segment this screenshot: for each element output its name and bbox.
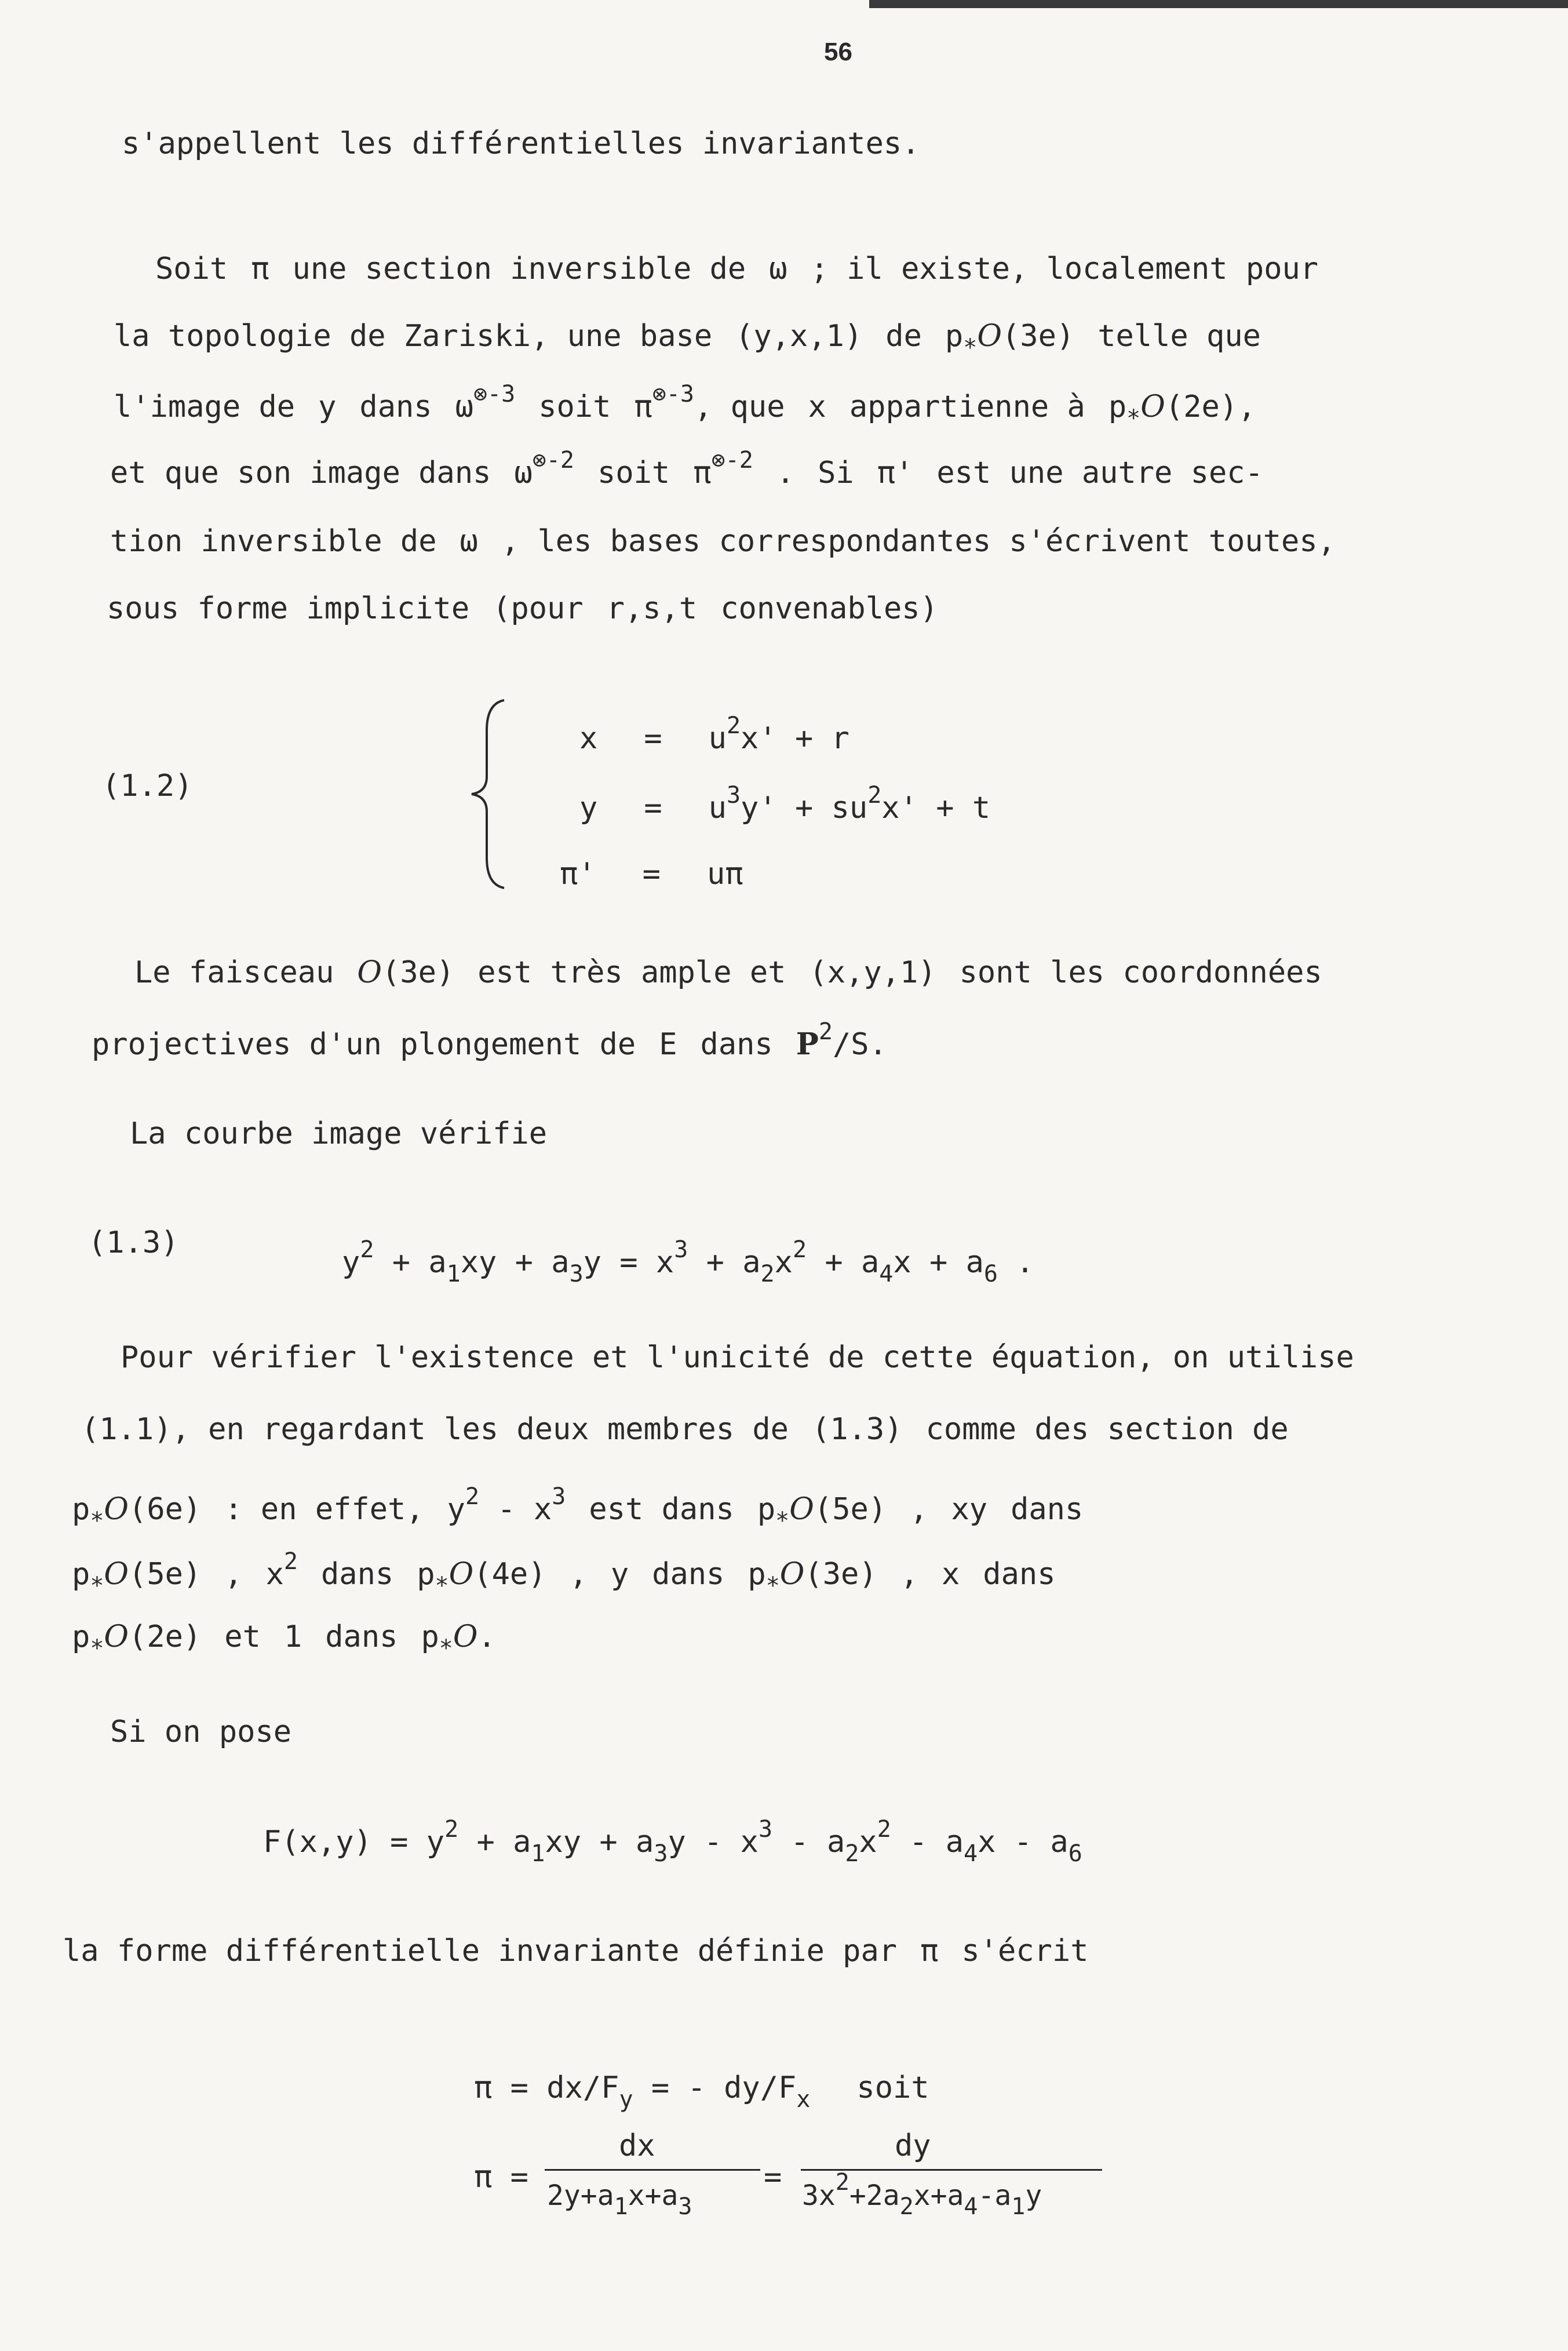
curly-brace-icon	[464, 696, 516, 893]
text-line-10: La courbe image vérifie	[130, 1116, 548, 1151]
text-line-11: Pour vérifier l'existence et l'unicité de cette équation, on utilise	[121, 1340, 1354, 1375]
fraction-2-numerator: dy	[895, 2128, 931, 2163]
equation-F: $F(x,y) = y^2 + a_1xy + a_3y - x^3 - a_2x^2 - a_4x - a_6$	[263, 1816, 1082, 1867]
equation-1-2-row-3: π' = uπ	[560, 857, 743, 891]
text-line-6: tion inversible de ω , les bases correspondantes s'écrivent toutes,	[110, 524, 1336, 559]
equation-1-2-row-1: $x = u^2x' + r$	[579, 712, 849, 756]
text-line-8: Le faisceau O(3e) est très ample et (x,y,1) sont les coordonnées	[134, 955, 1322, 990]
text-line-2: Soit π une section inversible de ω ; il existe, localement pour	[155, 252, 1319, 286]
text-line-4: l'image de y dans $\omega^{\otimes-3}$ soit $\pi^{\otimes-3}$, que x appartienne à $p_*O(2e)$,	[114, 381, 1256, 432]
equation-1-2-row-2: $y = u^3y' + su^2x' + t$	[579, 782, 991, 825]
fraction-1-numerator: dx	[619, 2128, 655, 2163]
text-line-12: (1.1), en regardant les deux membres de (1.3) comme des section de	[81, 1412, 1289, 1447]
fraction-2-denominator: $3x^2+2a_2x+a_4-a_1y$	[802, 2169, 1042, 2220]
equation-pi-2-equals: =	[764, 2160, 782, 2194]
text-line-5: et que son image dans $\omega^{\otimes-2}$ soit $\pi^{\otimes-2}$ . Si π' est une autre sec-	[110, 447, 1263, 490]
text-line-13: $p_*O(6e)$ : en effet, $y^2 - x^3$ est dans $p_*O(5e)$ , xy dans	[72, 1483, 1084, 1534]
text-line-17: la forme différentielle invariante définie par π s'écrit	[63, 1934, 1089, 1968]
text-line-9: projectives d'un plongement de E dans $P^2/S$.	[92, 1018, 887, 1062]
equation-label-1-3: (1.3)	[88, 1225, 179, 1260]
fraction-1-denominator: $2y+a_1x+a_3$	[547, 2179, 692, 2220]
text-line-14: $p_*O(5e)$ , $x^2$ dans $p_*O(4e)$ , y dans $p_*O(3e)$ , x dans	[72, 1548, 1056, 1599]
text-line-16: Si on pose	[110, 1715, 292, 1749]
equation-1-3: $y^2 + a_1xy + a_3y = x^3 + a_2x^2 + a_4x + a_6$ .	[342, 1236, 1034, 1287]
text-line-7: sous forme implicite (pour r,s,t convenables)	[107, 591, 938, 626]
equation-label-1-2: (1.2)	[102, 769, 193, 803]
equation-pi-1: $\pi = dx/F_y$ = - $dy/F_x$ soit	[474, 2070, 929, 2113]
fraction-1-bar	[545, 2169, 760, 2171]
text-line-1: s'appellent les différentielles invariantes.	[122, 126, 920, 161]
equation-pi-2-lhs: π =	[474, 2160, 528, 2194]
scan-edge-shadow	[869, 0, 1568, 8]
page-number: 56	[824, 38, 852, 66]
text-line-15: $p_*O(2e)$ et 1 dans $p_*O$.	[72, 1620, 496, 1662]
text-line-3: la topologie de Zariski, une base (y,x,1) de $p_*O(3e)$ telle que	[114, 319, 1261, 361]
